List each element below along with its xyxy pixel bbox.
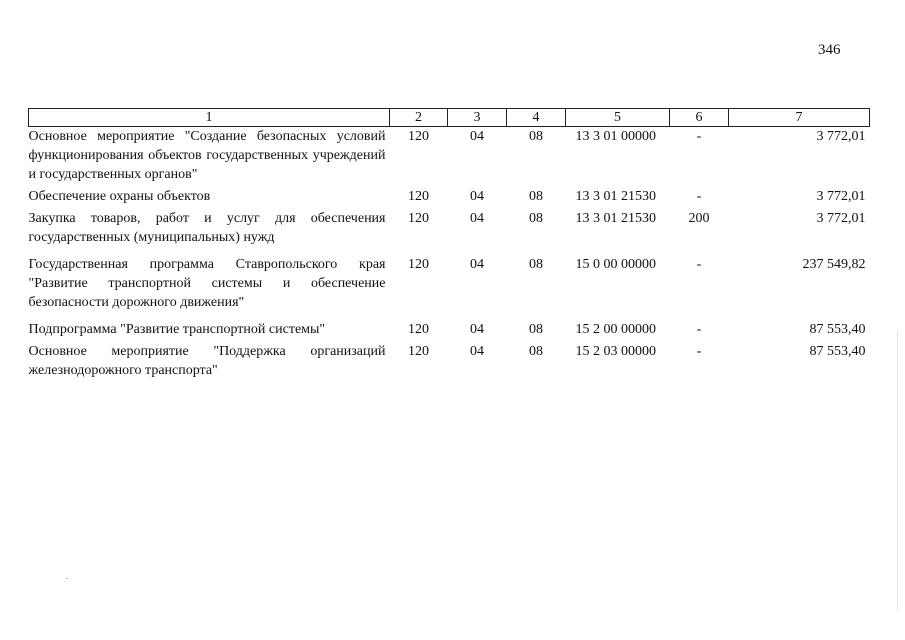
row-expense-type: - [696,344,702,359]
row-target-article: 15 2 03 00000 [575,344,656,359]
row-subsection: 08 [529,211,543,226]
row-ministry: 120 [408,322,429,337]
row-subsection: 08 [529,322,543,337]
row-ministry: 120 [408,344,429,359]
column-header-5: 5 [566,109,670,127]
table-header [29,109,870,127]
row-amount: 3 772,01 [816,129,866,144]
column-header-3: 3 [448,109,507,127]
row-expense-type: - [696,189,702,204]
row-target-article: 15 0 00 00000 [575,257,656,272]
row-amount: 87 553,40 [809,322,866,337]
row-section: 04 [470,322,484,337]
row-name: Государственная программа Ставропольского края "Развитие транспортной системы и обеспечение безопасности дорожного движения" [28,257,386,310]
row-section: 04 [470,129,484,144]
row-target-article: 15 2 00 00000 [575,322,656,337]
table-row [29,320,870,342]
row-subsection: 08 [529,344,543,359]
row-section: 04 [470,257,484,272]
table-row [29,255,870,320]
row-amount: 3 772,01 [816,189,866,204]
row-ministry: 120 [408,257,429,272]
row-amount: 3 772,01 [816,211,866,226]
table-row [29,127,870,188]
row-section: 04 [470,189,484,204]
row-name: Обеспечение охраны объектов [28,189,211,204]
row-expense-type: - [696,257,702,272]
table-row [29,342,870,383]
row-target-article: 13 3 01 21530 [575,189,656,204]
row-subsection: 08 [529,129,543,144]
row-amount: 87 553,40 [809,344,866,359]
row-name: Основное мероприятие "Поддержка организаций железнодорожного транспорта" [28,344,386,378]
row-target-article: 13 3 01 00000 [575,129,656,144]
row-name: Основное мероприятие "Создание безопасных условий функционирования объектов государственных учреждений и государственных органов" [28,129,386,182]
row-ministry: 120 [408,211,429,226]
row-section: 04 [470,211,484,226]
row-ministry: 120 [408,129,429,144]
column-header-6: 6 [670,109,729,127]
row-section: 04 [470,344,484,359]
row-amount: 237 549,82 [802,257,866,272]
column-header-7: 7 [729,109,870,127]
row-subsection: 08 [529,257,543,272]
column-number-row [29,109,870,127]
row-subsection: 08 [529,189,543,204]
scan-speck [66,578,68,579]
table-row [29,209,870,255]
row-ministry: 120 [408,189,429,204]
row-expense-type: - [696,129,702,144]
scan-speck [897,330,898,610]
page-number: 346 [818,42,841,58]
row-expense-type: 200 [688,211,710,226]
table-row [29,187,870,209]
row-name: Подпрограмма "Развитие транспортной системы" [28,322,326,337]
table-body [29,127,870,384]
budget-table [28,108,870,383]
column-header-1: 1 [29,109,390,127]
row-expense-type: - [696,322,702,337]
column-header-2: 2 [390,109,448,127]
row-name: Закупка товаров, работ и услуг для обеспечения государственных (муниципальных) нужд [28,211,386,245]
column-header-4: 4 [507,109,566,127]
row-target-article: 13 3 01 21530 [575,211,656,226]
